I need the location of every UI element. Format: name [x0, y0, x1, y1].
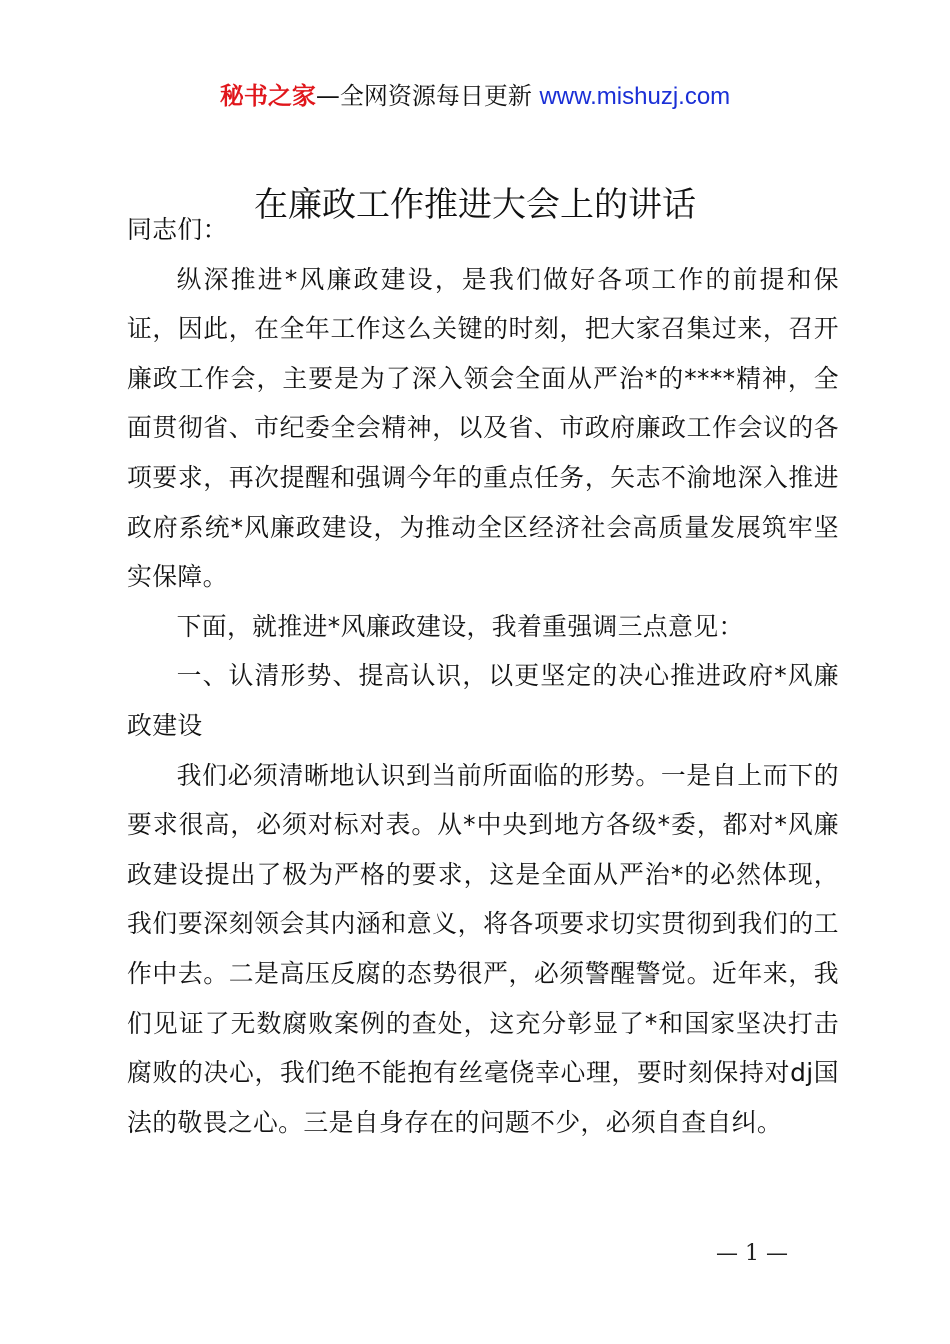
- site-banner: [0, 78, 950, 115]
- document-body: [127, 205, 839, 1147]
- page-number: — 1 —: [716, 1241, 788, 1266]
- paragraph-intro: 纵深推进*风廉政建设，是我们做好各项工作的前提和保证，因此，在全年工作这么关键的时刻，把大家召集过来，召开廉政工作会，主要是为了深入领会全面从严治*的****精神，全面贯彻省、市纪委全会精神，以及省、市政府廉政工作会议的各项要求，再次提醒和强调今年的重点任务，矢志不渝地深入推进政府系统*风廉政建设，为推动全区经济社会高质量发展筑牢坚实保障。: [127, 264, 839, 592]
- document-title: 在廉政工作推进大会上的讲话: [254, 185, 696, 225]
- section-heading-1: 一、认清形势、提高认识，以更坚定的决心推进政府*风廉政建设: [127, 661, 839, 740]
- paragraph-situation: 我们必须清晰地认识到当前所面临的形势。一是自上而下的要求很高，必须对标对表。从*中央到地方各级*委，都对*风廉政建设提出了极为严格的要求，这是全面从严治*的必然体现，我们要深刻领会其内涵和意义，将各项要求切实贯彻到我们的工作中去。二是高压反腐的态势很严，必须警醒警觉。近年来，我们见证了无数腐败案例的查处，这充分彰显了*和国家坚决打击腐败的决心，我们绝不能抱有丝毫侥幸心理，要时刻保持对dj国法的敬畏之心。三是自身存在的问题不少，必须自查自纠。: [127, 760, 839, 1137]
- site-tagline: —全网资源每日更新: [315, 82, 540, 110]
- salutation: 同志们：: [127, 215, 228, 244]
- site-brand: 秘书之家: [219, 82, 316, 110]
- site-url-link[interactable]: www.mishuzj.com: [539, 83, 731, 110]
- paragraph-outline: 下面，就推进*风廉政建设，我着重强调三点意见：: [176, 611, 744, 641]
